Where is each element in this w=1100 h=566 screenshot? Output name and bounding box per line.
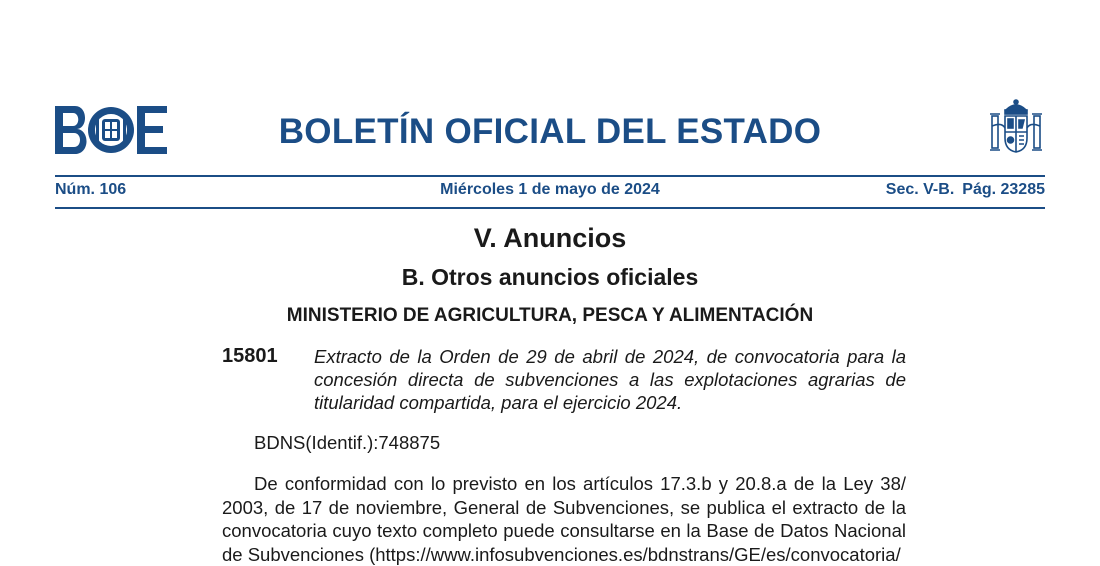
body-paragraph: De conformidad con lo previsto en los artículos 17.3.b y 20.8.a de la Ley 38/ 2003, de 17 de noviembre, General de Subvenciones, se publica el extracto de la convocatoria cuyo texto completo puede consultarse en la Base de Datos Nacional de Subvenciones (https://www.infosubvenciones.es/bdnstrans/GE/es/convocatoria/ <box>222 473 906 565</box>
ministry-heading: MINISTERIO DE AGRICULTURA, PESCA Y ALIMENTACIÓN <box>286 305 814 326</box>
announcement-number: 15801 <box>222 345 278 367</box>
announcement-summary: Extracto de la Orden de 29 de abril de 2024, de convocatoria para la concesión directa de subvenciones a las explotaciones agrarias de titularidad compartida, para el ejercicio 2024. <box>314 346 906 413</box>
issue-info-bar <box>55 181 1045 203</box>
bdns-identifier: BDNS(Identif.):748875 <box>254 432 441 453</box>
subsection-title: B. Otros anuncios oficiales <box>401 264 699 290</box>
issue-number: Núm. 106 <box>55 181 127 198</box>
page-label: Pág. 23285 <box>962 181 1045 198</box>
section-page <box>878 181 1045 199</box>
section-label: Sec. V-B. <box>885 181 955 198</box>
masthead-title: BOLETÍN OFICIAL DEL ESTADO <box>278 112 822 151</box>
issue-date: Miércoles 1 de mayo de 2024 <box>440 181 660 198</box>
section-title: V. Anuncios <box>473 223 627 253</box>
header-rule-top <box>55 175 1045 177</box>
header-rule-bottom <box>55 207 1045 209</box>
coat-of-arms-icon <box>988 98 1044 156</box>
